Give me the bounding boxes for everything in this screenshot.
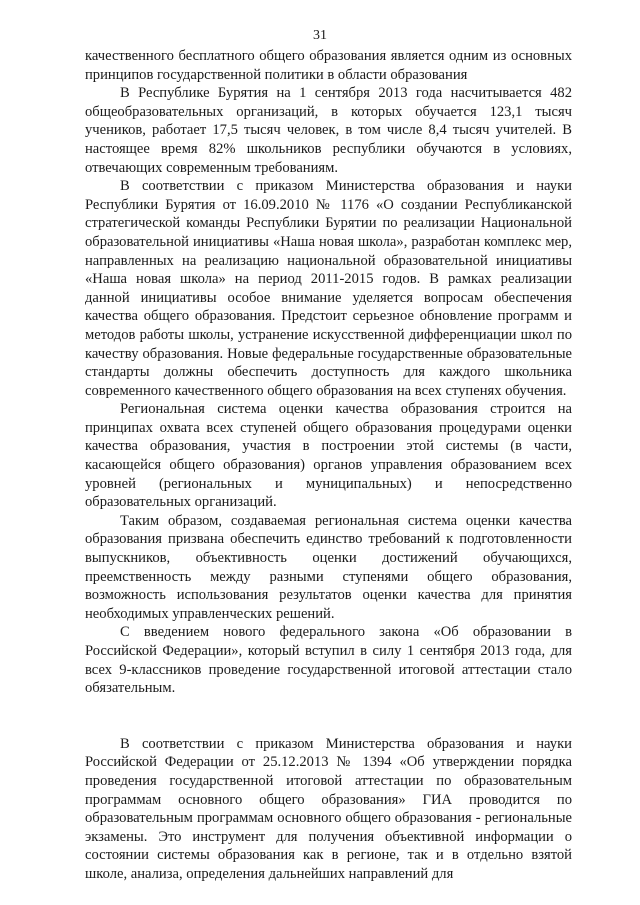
page-number: 31 — [313, 28, 327, 43]
paragraph-continuation: качественного бесплатного общего образования является одним из основных принципов государственной политики в области образования — [85, 48, 572, 83]
paragraph-regional-system: Региональная система оценки качества образования строится на принципах охвата всех ступеней общего образования процедурами оценки качества образования, участия в построении этой системы (в части, касающейся общего образования) органов управления образованием всех уровней (региональных и муниципальных) и непосредственно образовательных организаций. — [85, 401, 572, 511]
paragraph-gia-order: В соответствии с приказом Министерства образования и науки Российской Федерации от 25.12.2013 № 1394 «Об утверждении порядка проведения государственной итоговой аттестации по образовательным программам основного общего образования» ГИА проводится по образовательным программам основного общего образования - региональные экзамены. Это инструмент для получения объективной информации о состоянии системы образования как в регионе, так и в отдельно взятой школе, анализа, определения дальнейших направлений для — [85, 735, 572, 882]
paragraph-schools-stats: В Республике Бурятия на 1 сентября 2013 года насчитывается 482 общеобразовательных организаций, в которых обучается 123,1 тысяч учеников, работает 17,5 тысяч человек, в том числе 8,4 тысяч учителей. В настоящее время 82% школьников республики обучаются в условиях, отвечающих современным требованиям. — [85, 85, 572, 176]
paragraph-summary: Таким образом, создаваемая региональная система оценки качества образования призвана обеспечить единство требований к подготовленности выпускников, объективность оценки достижений обучающихся, преемственность между разными ступенями общего образования, возможность использования результатов оценки качества для принятия необходимых управленческих решений. — [85, 512, 572, 622]
paragraph-federal-law: С введением нового федерального закона «Об образовании в Российской Федерации», который вступил в силу 1 сентября 2013 года, для всех 9-классников проведение государственной итоговой аттестации стало обязательным. — [85, 624, 572, 697]
body-text — [85, 47, 572, 884]
paragraph-ministry-order: В соответствии с приказом Министерства образования и науки Республики Бурятия от 16.09.2010 № 1176 «О создании Республиканской стратегической команды Республики Бурятии по реализации Национальной образовательной инициативы «Наша новая школа», разработан комплекс мер, направленных на реализацию национальной образовательной инициативы «Наша новая школа» на период 2011-2015 годов. В рамках реализации данной инициативы особое внимание уделяется вопросам обеспечения качества общего образования. Предстоит серьезное обновление программ и методов работы школы, устранение искусственной дифференциации школ по качеству образования. Новые федеральные государственные образовательные стандарты должны обеспечить доступность для каждого школьника современного качественного общего образования на всех ступенях обучения. — [85, 178, 572, 399]
